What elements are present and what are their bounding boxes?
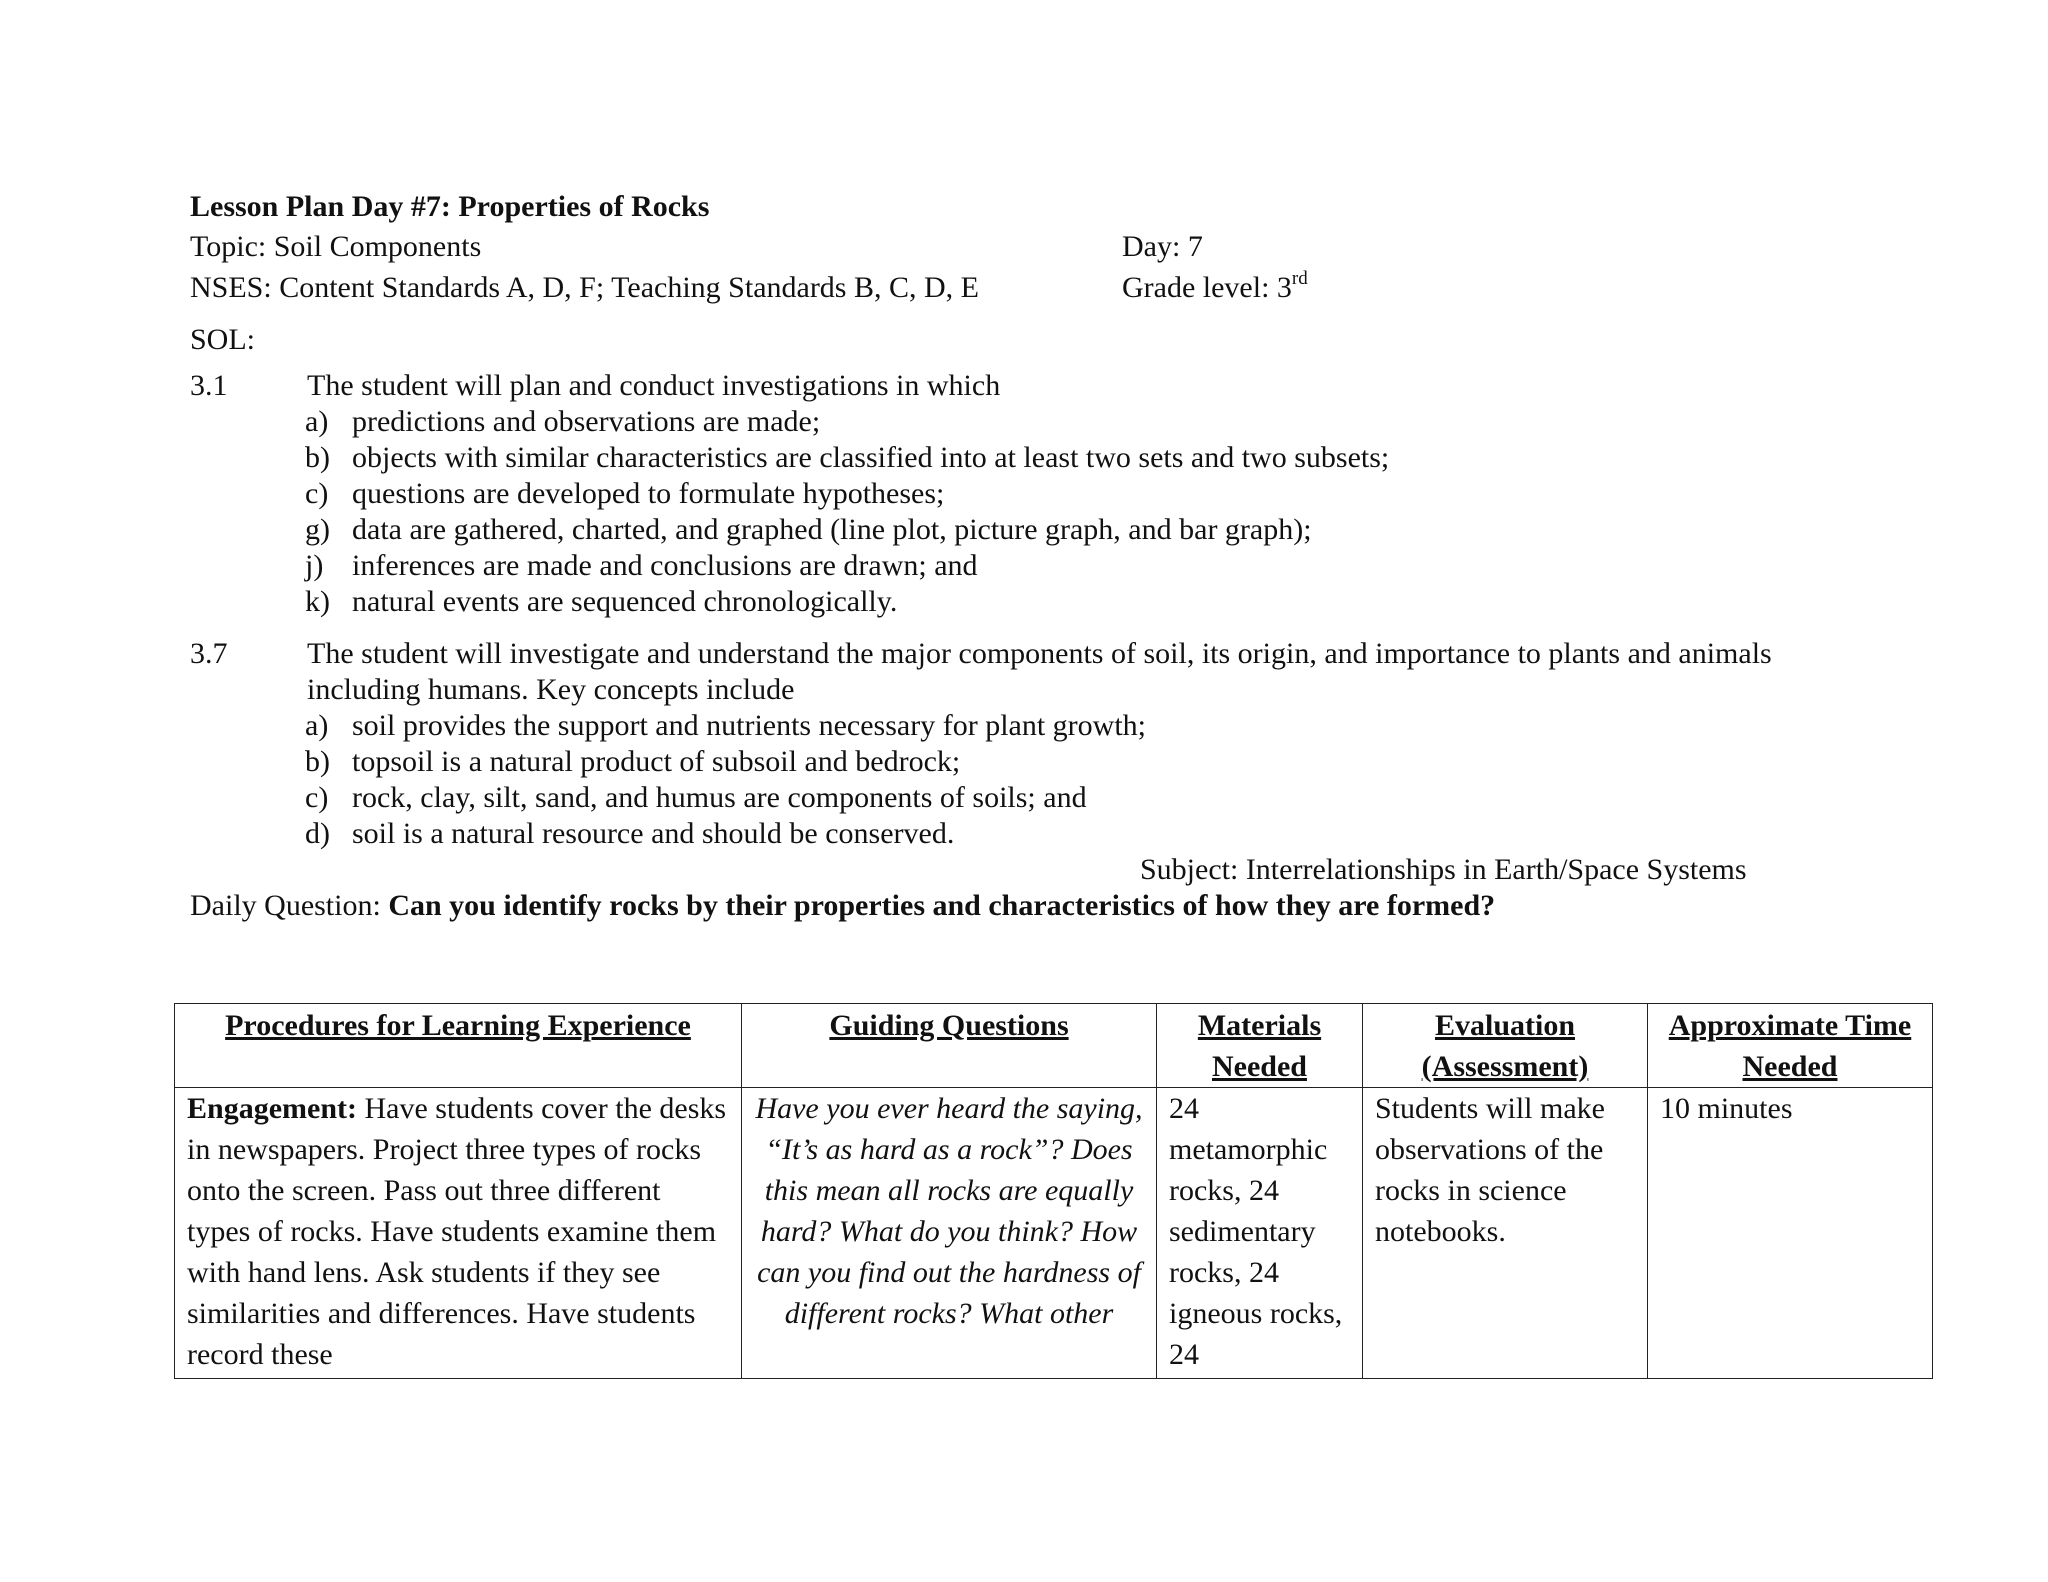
sol-intro: The student will investigate and understand the major components of soil, its origin, and importance to plants and animals (307, 637, 1772, 670)
subject-line: Subject: Interrelationships in Earth/Space Systems (1140, 853, 1747, 886)
sol-item (190, 548, 1890, 584)
sol-item-text: questions are developed to formulate hypotheses; (352, 477, 945, 510)
sol-item-letter: a) (305, 709, 329, 742)
sol-item (190, 780, 1930, 816)
daily-question-label: Daily Question: (190, 889, 389, 922)
procedure-label: Engagement: (187, 1092, 357, 1125)
procedure-text: Have students cover the desks in newspapers. Project three types of rocks onto the screen. Pass out three different types of rocks. Have students examine them with hand lens. Ask students if they see similarities and differences. Have students record these (187, 1092, 727, 1371)
header-guiding-questions: Guiding Questions (742, 1004, 1157, 1088)
header-evaluation: Evaluation (Assessment) (1363, 1004, 1648, 1088)
evaluation-cell: Students will make observations of the rocks in science notebooks. (1363, 1088, 1648, 1379)
sol-section-3-7 (190, 636, 1930, 852)
sol-item (190, 708, 1930, 744)
header-procedures: Procedures for Learning Experience (175, 1004, 742, 1088)
time-cell: 10 minutes (1648, 1088, 1933, 1379)
sol-item-text: soil provides the support and nutrients necessary for plant growth; (352, 709, 1147, 742)
sol-item-text: soil is a natural resource and should be conserved. (352, 817, 955, 850)
sol-number: 3.1 (190, 369, 228, 402)
day-line: Day: 7 (1122, 230, 1203, 263)
sol-item-letter: c) (305, 477, 329, 510)
sol-item-text: natural events are sequenced chronologically. (352, 585, 898, 618)
sol-item-text: predictions and observations are made; (352, 405, 821, 438)
table-row (175, 1088, 1933, 1379)
sol-intro: including humans. Key concepts include (307, 673, 795, 706)
sol-item (190, 744, 1930, 780)
sol-number: 3.7 (190, 637, 228, 670)
sol-item-letter: k) (305, 585, 330, 618)
sol-item (190, 476, 1890, 512)
sol-heading-continued (190, 672, 1930, 708)
sol-item-letter: g) (305, 513, 330, 546)
materials-cell: 24 metamorphic rocks, 24 sedimentary rocks, 24 igneous rocks, 24 (1157, 1088, 1363, 1379)
sol-heading (190, 368, 1890, 404)
standards-line: NSES: Content Standards A, D, F; Teaching Standards B, C, D, E (190, 271, 979, 304)
sol-item-letter: b) (305, 441, 330, 474)
sol-label: SOL: (190, 323, 256, 356)
sol-item (190, 404, 1890, 440)
sol-item-letter: a) (305, 405, 329, 438)
procedure-cell (175, 1088, 742, 1379)
grade-level-suffix: rd (1291, 268, 1308, 289)
sol-section-3-1 (190, 368, 1890, 620)
sol-heading (190, 636, 1930, 672)
sol-item-text: objects with similar characteristics are classified into at least two sets and two subsets; (352, 441, 1390, 474)
sol-item-text: topsoil is a natural product of subsoil and bedrock; (352, 745, 961, 778)
lesson-table (174, 1003, 1933, 1379)
sol-item-text: inferences are made and conclusions are drawn; and (352, 549, 978, 582)
sol-item-letter: c) (305, 781, 329, 814)
sol-item-letter: b) (305, 745, 330, 778)
grade-level-text: Grade level: 3 (1122, 271, 1292, 304)
sol-item (190, 440, 1890, 476)
sol-intro: The student will plan and conduct investigations in which (307, 369, 1001, 402)
header-time: Approximate Time Needed (1648, 1004, 1933, 1088)
daily-question (190, 888, 1495, 924)
daily-question-text: Can you identify rocks by their properties and characteristics of how they are formed? (388, 889, 1496, 922)
sol-item (190, 816, 1930, 852)
table-header-row (175, 1004, 1933, 1088)
sol-item-letter: j) (305, 549, 324, 582)
sol-item (190, 512, 1890, 548)
grade-level (1122, 270, 1308, 306)
sol-item-text: rock, clay, silt, sand, and humus are components of soils; and (352, 781, 1087, 814)
topic-line: Topic: Soil Components (190, 230, 482, 263)
header-materials: Materials Needed (1157, 1004, 1363, 1088)
sol-item-text: data are gathered, charted, and graphed (line plot, picture graph, and bar graph); (352, 513, 1312, 546)
page-title: Lesson Plan Day #7: Properties of Rocks (190, 190, 710, 223)
sol-item-letter: d) (305, 817, 330, 850)
sol-item (190, 584, 1890, 620)
guiding-questions-cell: Have you ever heard the saying, “It’s as hard as a rock”? Does this mean all rocks are equally hard? What do you think? How can you find out the hardness of different rocks? What other (742, 1088, 1157, 1379)
